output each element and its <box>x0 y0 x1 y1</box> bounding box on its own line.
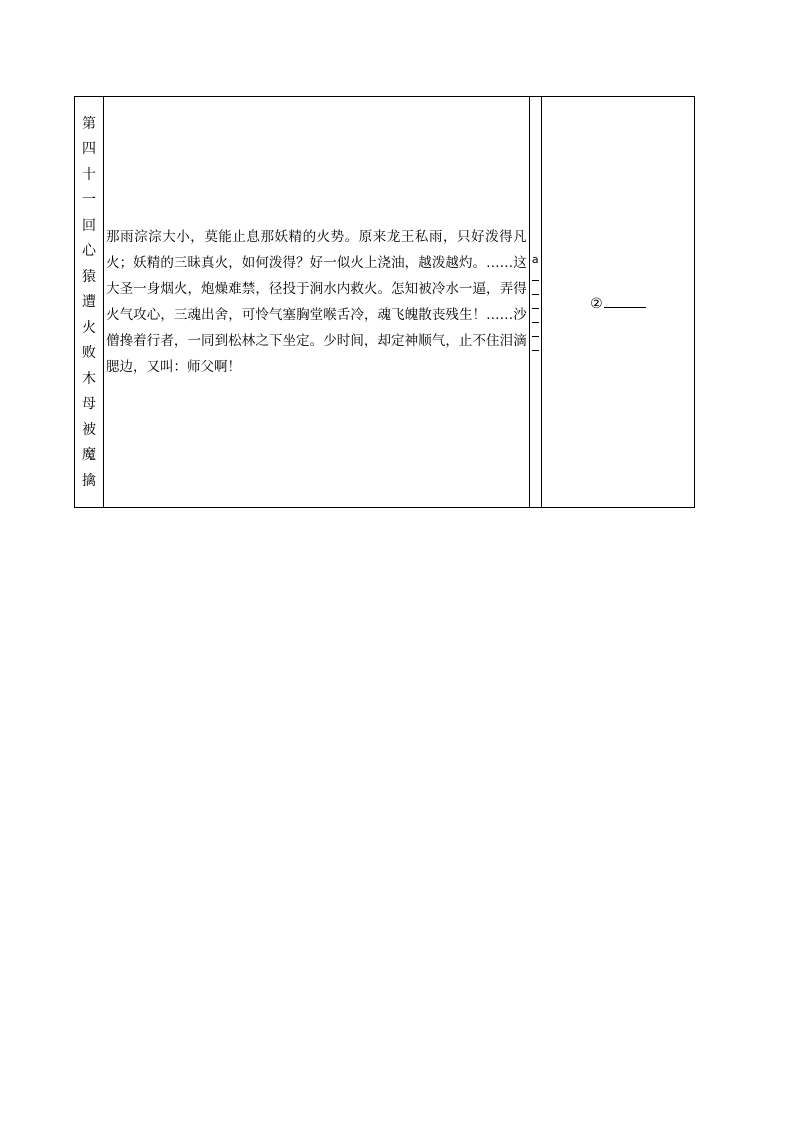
table-row <box>75 97 695 508</box>
chapter-title-char: 第 <box>82 115 97 132</box>
blank-line <box>532 350 539 351</box>
chapter-title-char: 母 <box>82 396 97 413</box>
chapter-title-char: 猿 <box>82 268 97 285</box>
blank-line <box>532 294 539 295</box>
chapter-title-char: 心 <box>82 243 97 260</box>
answer-label-a: a <box>531 253 539 266</box>
chapter-title-char: 魔 <box>82 447 97 464</box>
answer-label-cell <box>529 97 541 508</box>
chapter-title-char: 回 <box>82 217 97 234</box>
answer-number: ② <box>590 295 603 312</box>
chapter-title-char: 败 <box>82 345 97 362</box>
chapter-title <box>75 110 103 495</box>
chapter-title-char: 四 <box>82 141 97 158</box>
worksheet-table <box>74 96 695 508</box>
blank-line <box>532 308 539 309</box>
answer-blank[interactable] <box>604 295 646 308</box>
chapter-title-char: 木 <box>82 370 97 387</box>
passage-text: 那雨淙淙大小，莫能止息那妖精的火势。原来龙王私雨，只好泼得凡火；妖精的三昧真火，如何泼得？好一似火上浇油，越泼越灼。……这大圣一身烟火，炮燥难禁，径投于涧水内救火。怎知被冷水一逼，弄得火气攻心，三魂出舍，可怜气塞胸堂喉舌冷，魂飞魄散丧残生！……沙僧搀着行者，一同到松林之下坐定。少时间，却定神顺气，止不住泪滴腮边，又叫：师父啊！ <box>106 229 527 375</box>
chapter-title-char: 一 <box>82 192 97 209</box>
passage-cell <box>104 97 530 508</box>
blank-line <box>532 280 539 281</box>
blank-line <box>532 322 539 323</box>
chapter-title-char: 被 <box>82 421 97 438</box>
chapter-title-char: 擒 <box>82 472 97 489</box>
answer-cell <box>541 97 694 508</box>
chapter-title-char: 火 <box>82 319 97 336</box>
chapter-title-char: 十 <box>82 166 97 183</box>
chapter-title-cell <box>75 97 104 508</box>
blank-line <box>532 336 539 337</box>
chapter-title-char: 遭 <box>82 294 97 311</box>
